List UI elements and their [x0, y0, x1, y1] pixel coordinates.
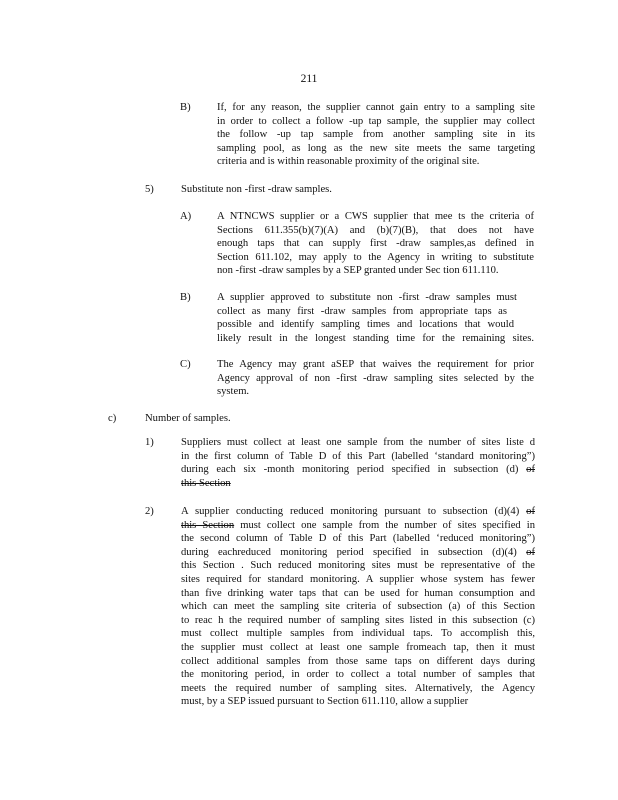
struck-text: this Section: [181, 477, 231, 489]
text-line: enough taps that can supply first -draw samples,as defined in: [217, 238, 534, 250]
text-line: likely result in the longest standing time for the remaining sites.: [217, 332, 534, 344]
text-line: sites required for standard monitoring. A supplier whose system has fewer: [181, 573, 535, 585]
text-line: to reac h the required number of sampling sites listed in this subsection (c): [181, 614, 535, 626]
text-line: in the first column of Table D of this Part (labelled ‘standard monitoring”): [181, 450, 535, 462]
page-number: 211: [300, 73, 318, 85]
paragraph-label: C): [180, 359, 191, 370]
text-line: the supplier must collect at least one sample fromeach tap, then it must: [181, 641, 535, 653]
text-line: during eachreduced monitoring period specified in subsection (d)(4) of: [181, 546, 535, 558]
text-line: this Section . Such reduced monitoring sites must be representative of the: [181, 560, 535, 572]
paragraph-label: c): [108, 413, 117, 424]
paragraph-label: 1): [145, 437, 154, 448]
text-line: criteria and is within reasonable proximity of the original site.: [217, 156, 480, 168]
paragraph-label: 2): [145, 506, 154, 517]
struck-text: of: [526, 464, 535, 476]
text-line: the monitoring period, in order to collect a total number of samples that: [181, 669, 535, 681]
text-line: Number of samples.: [145, 413, 231, 424]
text-line: A supplier conducting reduced monitoring pursuant to subsection (d)(4) of: [181, 506, 535, 517]
text-line: A supplier approved to substitute non -first -draw samples must: [217, 292, 517, 303]
text-line: meets the required number of sampling sites. Alternatively, the Agency: [181, 682, 535, 694]
text-line: system.: [217, 386, 250, 398]
text-line: collect additional samples from those same taps on different days during: [181, 655, 535, 667]
paragraph-label: A): [180, 211, 192, 222]
text-line: must, by a SEP issued pursuant to Section 611.110, allow a supplier: [181, 696, 469, 708]
text-line: which can meet the sampling site criteria of subsection (a) of this Section: [181, 601, 535, 613]
struck-text: this Section: [181, 519, 235, 531]
text-line: Suppliers must collect at least one sample from the number of sites liste d: [181, 437, 535, 448]
text-line: sampling pool, as long as the new site meets the same targeting: [217, 142, 535, 154]
text-line: Substitute non -first -draw samples.: [181, 184, 332, 195]
text-line: Agency approval of non -first -draw sampling sites selected by the: [217, 372, 534, 384]
text-line: the second column of Table D of this Part (labelled ‘reduced monitoring”): [181, 533, 535, 545]
text-line: possible and identify sampling times and locations that would: [217, 319, 514, 331]
text-line: Section 611.102, may apply to the Agency in writing to substitute: [217, 251, 534, 263]
text-line: non -first -draw samples by a SEP granted under Sec tion 611.110.: [217, 265, 499, 277]
text-line: the follow -up tap sample from another sampling site in its: [217, 129, 535, 141]
text-line: this Section must collect one sample from the number of sites specified in: [181, 519, 536, 531]
text-line: [181, 477, 535, 491]
struck-text: of: [526, 546, 535, 558]
text-line: If, for any reason, the supplier cannot gain entry to a sampling site: [217, 102, 535, 113]
text-line: collect as many first -draw samples from appropriate taps as: [217, 305, 507, 317]
text-line: Sections 611.355(b)(7)(A) and (b)(7)(B), that does not have: [217, 224, 534, 236]
text-line: in order to collect a follow -up tap sample, the supplier may collect: [217, 115, 535, 127]
paragraph-label: B): [180, 102, 191, 113]
text-line: A NTNCWS supplier or a CWS supplier that mee ts the criteria of: [217, 211, 534, 222]
text-line: during each six -month monitoring period specified in subsection (d) of: [181, 464, 535, 476]
text-line: must collect multiple samples from individual taps. To accomplish this,: [181, 628, 535, 640]
paragraph-label: B): [180, 292, 191, 303]
paragraph-label: 5): [145, 184, 154, 195]
struck-text: of: [526, 506, 535, 517]
text-line: The Agency may grant aSEP that waives the requirement for prior: [217, 359, 534, 370]
text-line: than five drinking water taps that can be used for human consumption and: [181, 587, 535, 599]
